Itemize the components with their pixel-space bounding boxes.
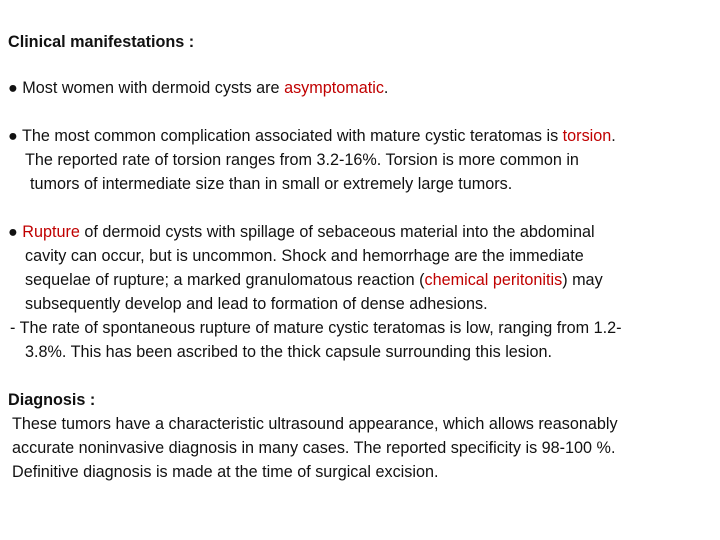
text-segment: ● — [8, 223, 23, 241]
bullet-rupture-line2: cavity can occur, but is uncommon. Shock and hemorrhage are the immediate — [25, 247, 584, 265]
diagnosis-line2: accurate noninvasive diagnosis in many cases. The reported specificity is 98-100 %. — [12, 439, 616, 457]
highlight-asymptomatic: asymptomatic — [284, 79, 384, 97]
bullet-rupture-line4: subsequently develop and lead to formation of dense adhesions. — [25, 295, 488, 313]
text-segment: ) may — [562, 271, 603, 289]
bullet-torsion-line2: The reported rate of torsion ranges from 3.2-16%. Torsion is more common in — [25, 151, 579, 169]
bullet-torsion-line1 — [8, 126, 616, 146]
highlight-torsion: torsion — [562, 127, 612, 145]
highlight-chemical-peritonitis: chemical peritonitis — [424, 271, 563, 289]
diagnosis-line1: These tumors have a characteristic ultrasound appearance, which allows reasonably — [12, 415, 618, 433]
clinical-heading: Clinical manifestations : — [8, 33, 195, 51]
bullet-rupture-line3 — [25, 270, 603, 290]
text-segment: sequelae of rupture; a marked granulomatous reaction ( — [25, 271, 425, 289]
text-segment: . — [383, 79, 389, 97]
bullet-torsion-line3: tumors of intermediate size than in small or extremely large tumors. — [30, 175, 513, 193]
text-segment: of dermoid cysts with spillage of sebaceous material into the abdominal — [79, 223, 595, 241]
text-segment: ● Most women with dermoid cysts are — [8, 79, 285, 97]
rupture-rate-line1: - The rate of spontaneous rupture of mature cystic teratomas is low, ranging from 1.2- — [10, 319, 622, 337]
text-segment: ● The most common complication associated with mature cystic teratomas is — [8, 127, 563, 145]
highlight-rupture: Rupture — [22, 223, 80, 241]
text-segment: . — [611, 127, 616, 145]
bullet-asymptomatic — [8, 78, 388, 98]
bullet-rupture-line1 — [8, 222, 595, 242]
diagnosis-heading: Diagnosis : — [8, 391, 96, 409]
rupture-rate-line2: 3.8%. This has been ascribed to the thick capsule surrounding this lesion. — [25, 343, 553, 361]
diagnosis-line3: Definitive diagnosis is made at the time of surgical excision. — [12, 463, 439, 481]
